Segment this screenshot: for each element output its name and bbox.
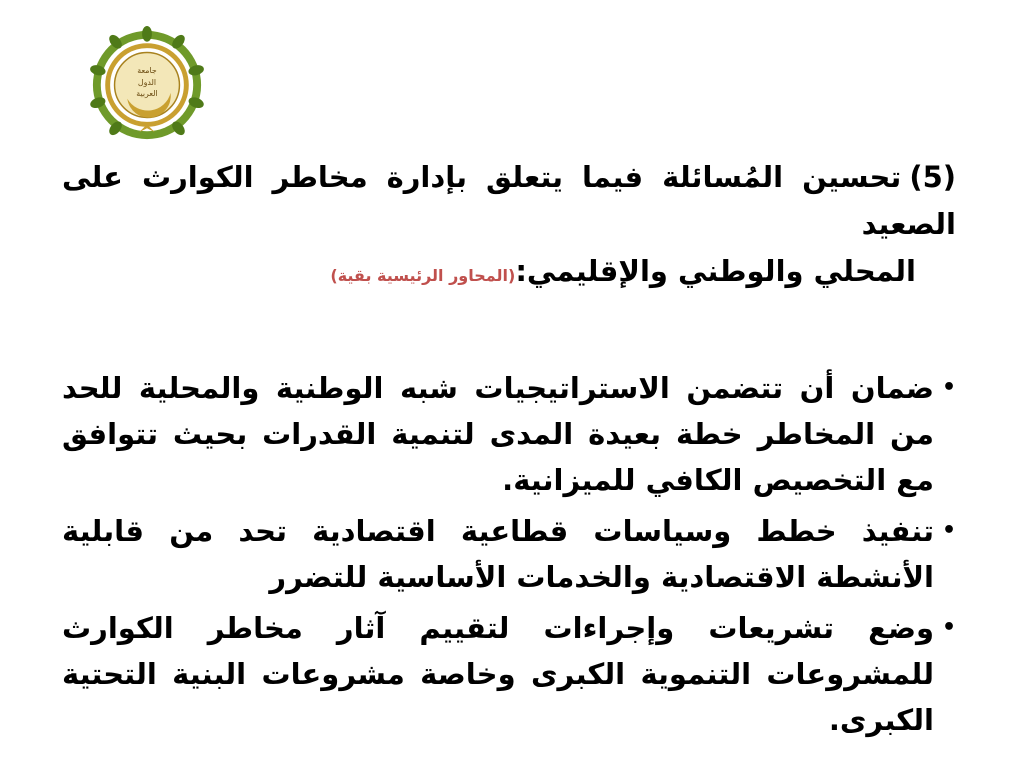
bullet-text: تنفيذ خطط وسياسات قطاعية اقتصادية تحد من قابلية الأنشطة الاقتصادية والخدمات الأساسية للتضرر <box>62 514 934 594</box>
bullet-list <box>62 365 956 743</box>
slide-content <box>62 154 956 748</box>
wreath-emblem-icon <box>88 26 206 144</box>
section-heading <box>62 154 956 299</box>
bullet-item <box>62 365 956 503</box>
heading-line2: المحلي والوطني والإقليمي: <box>515 254 916 288</box>
bullet-icon: • <box>941 518 956 543</box>
arab-league-logo <box>88 26 206 144</box>
bullet-icon: • <box>941 375 956 400</box>
logo-text-bottom: العربية <box>136 88 158 98</box>
bullet-icon: • <box>941 615 956 640</box>
bullet-item <box>62 605 956 743</box>
logo-text-middle: الدول <box>137 78 157 87</box>
bullet-item <box>62 508 956 600</box>
heading-number: (5) <box>909 160 956 194</box>
heading-line2-wrapper <box>62 248 956 299</box>
heading-note: (المحاور الرئيسية بقية) <box>330 266 516 285</box>
logo-text-top: جامعة <box>137 66 157 76</box>
heading-line1: تحسين المُسائلة فيما يتعلق بإدارة مخاطر الكوارث على الصعيد <box>62 160 956 241</box>
bullet-text: ضمان أن تتضمن الاستراتيجيات شبه الوطنية والمحلية للحد من المخاطر خطة بعيدة المدى لتنمية القدرات بحيث تتوافق مع التخصيص الكافي للميزانية. <box>62 371 934 497</box>
bullet-text: وضع تشريعات وإجراءات لتقييم آثار مخاطر الكوارث للمشروعات التنموية الكبرى وخاصة مشروعات البنية التحتية الكبرى. <box>62 611 934 737</box>
